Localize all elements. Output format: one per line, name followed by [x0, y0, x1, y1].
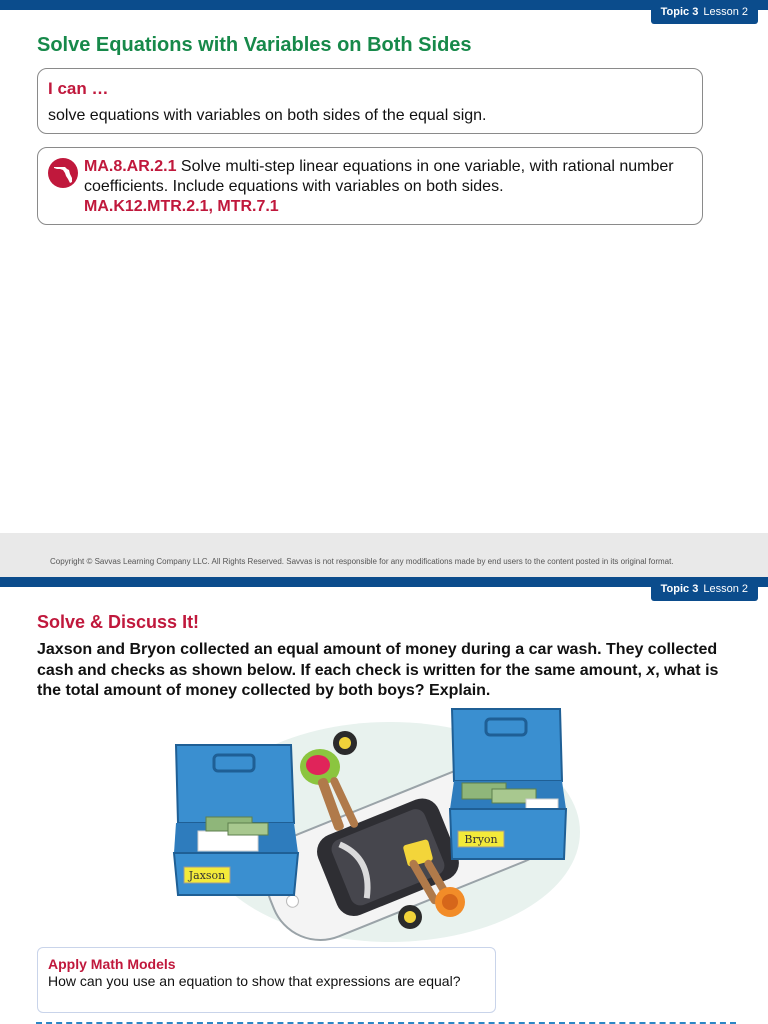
- florida-state-icon: [48, 158, 78, 188]
- topic-label: Topic 3: [660, 583, 699, 595]
- jaxson-cashbox: [174, 745, 298, 895]
- lesson-label: Lesson 2: [703, 583, 748, 595]
- copyright-text: Copyright © Savvas Learning Company LLC. All Rights Reserved. Savvas is not responsible for any modifications made by end users to the content posted in its original format.: [50, 557, 674, 566]
- jaxson-label: Jaxson: [188, 869, 226, 882]
- bryon-cashbox: [450, 709, 566, 859]
- standard-code: MA.8.AR.2.1: [84, 158, 177, 175]
- i-can-text: solve equations with variables on both sides of the equal sign.: [48, 107, 487, 124]
- i-can-box: [37, 68, 703, 134]
- footer: [0, 533, 768, 577]
- lesson-title: Solve Equations with Variables on Both Sides: [37, 34, 472, 56]
- prompt-variable: x: [646, 661, 656, 679]
- apply-math-models-heading: Apply Math Models: [48, 956, 176, 972]
- standards-box: [37, 147, 703, 225]
- problem-prompt: [37, 640, 727, 702]
- solve-discuss-title: Solve & Discuss It!: [37, 612, 200, 632]
- apply-math-models-text: How can you use an equation to show that expressions are equal?: [48, 973, 461, 989]
- topic-label: Topic 3: [660, 6, 699, 18]
- standard-description: Solve multi-step linear equations in one variable, with rational number coefficients. Include equations with variables on both sides.: [84, 158, 674, 195]
- lesson-label: Lesson 2: [703, 6, 748, 18]
- mtr-codes: MA.K12.MTR.2.1, MTR.7.1: [84, 198, 279, 215]
- bryon-label: Bryon: [464, 833, 498, 846]
- slide-2: [0, 577, 768, 1024]
- topic-lesson-tab: [651, 0, 758, 24]
- car-wash-illustration: [170, 707, 590, 947]
- prompt-part-1: Jaxson and Bryon collected an equal amount of money during a car wash. They collected cash and checks as shown below. If each check is written for the same amount,: [37, 641, 718, 679]
- topic-lesson-tab: [651, 577, 758, 601]
- apply-math-models-box: [37, 947, 496, 1013]
- standard-text: [84, 157, 684, 217]
- i-can-heading: I can …: [48, 79, 109, 98]
- prompt-part-2: , what is the total amount of money collected by both boys? Explain.: [37, 661, 719, 699]
